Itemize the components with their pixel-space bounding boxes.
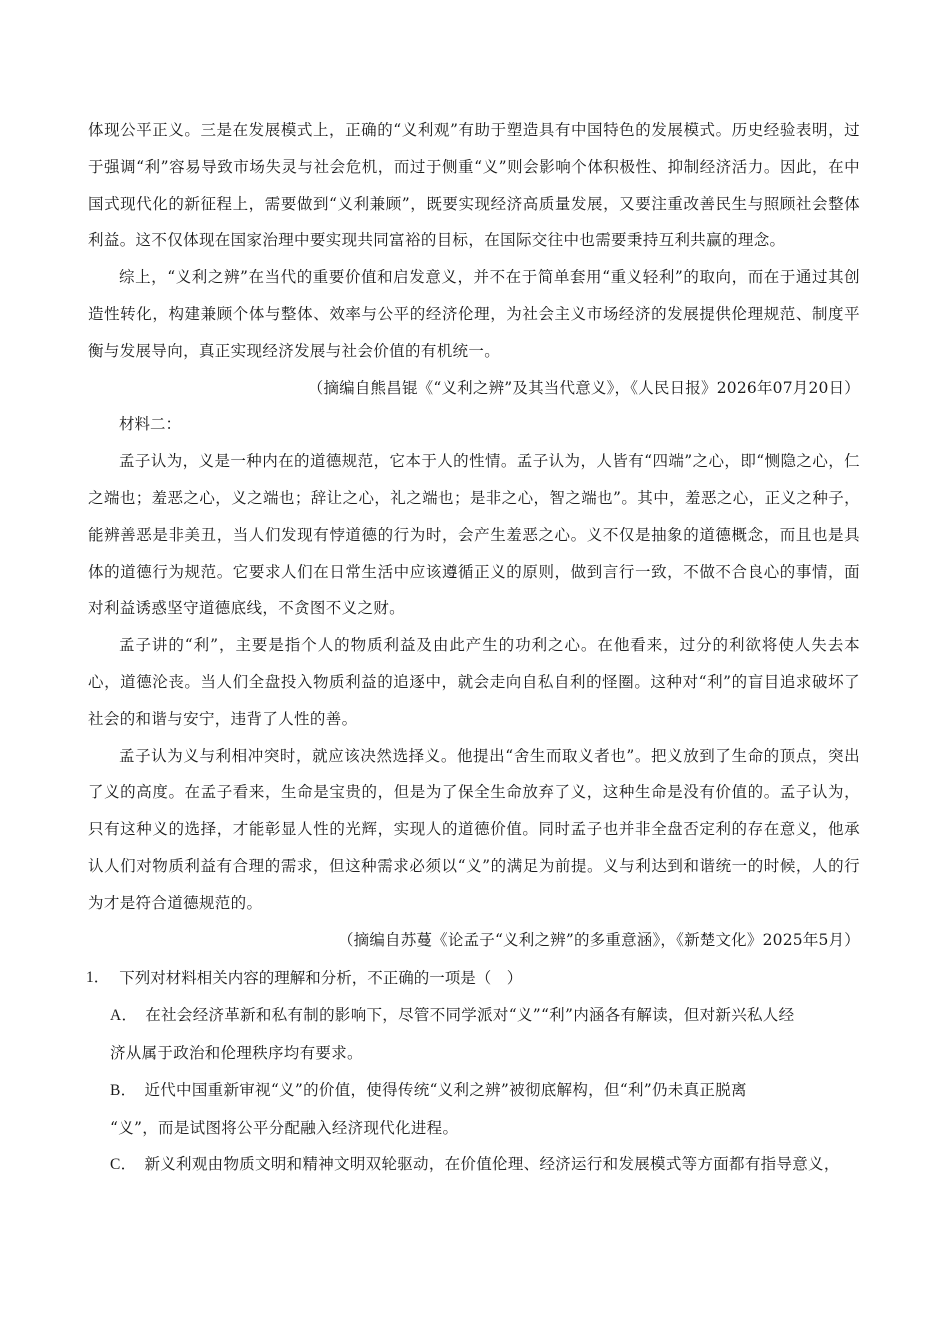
question-1-stem: [88, 960, 860, 997]
option-c[interactable]: [88, 1146, 860, 1184]
question-text: 下列对材料相关内容的理解和分析，不正确的一项是（ ）: [119, 969, 523, 988]
option-a[interactable]: [88, 997, 860, 1072]
option-letter: A．: [110, 1007, 138, 1025]
material1-source-citation: （摘编自熊昌锟《“义利之辨”及其当代意义》，《人民日报》2026年07月20日）: [307, 378, 860, 397]
material1-continued-paragraph: 体现公平正义。三是在发展模式上，正确的“义利观”有助于塑造具有中国特色的发展模式。历史经验表明，过于强调“利”容易导致市场失灵与社会危机，而过于侧重“义”则会影响个体积极性、抑制经济活力。因此，在中国式现代化的新征程上，需要做到“义利兼顾”，既要实现经济高质量发展，又要注重改善民生与照顾社会整体利益。这不仅体现在国家治理中要实现共同富裕的目标，在国际交往中也需要秉持互利共赢的理念。: [88, 121, 860, 250]
material2-source-citation: （摘编自苏蔓《论孟子“义利之辨”的多重意涵》，《新楚文化》2025年5月）: [337, 930, 860, 949]
option-text-continued: 济从属于政治和伦理秩序均有要求。: [110, 1043, 363, 1062]
material2-label: 材料二：: [119, 415, 182, 434]
material2-paragraph-1: 孟子认为，义是一种内在的道德规范，它本于人的性情。孟子认为，人皆有“四端”之心，即“恻隐之心，仁之端也；羞恶之心，义之端也；辞让之心，礼之端也；是非之心，智之端也”。其中，羞恶之心，正义之种子，能辨善恶是非美丑，当人们发现有悖道德的行为时，会产生羞恶之心。义不仅是抽象的道德概念，而且也是具体的道德行为规范。它要求人们在日常生活中应该遵循正义的原则，做到言行一致，不做不合良心的事情，面对利益诱惑坚守道德底线，不贪图不义之财。: [88, 452, 860, 618]
option-text: 在社会经济革新和私有制的影响下，尽管不同学派对“义”“利”内涵各有解读，但对新兴私人经: [145, 1006, 795, 1025]
option-letter: C．: [110, 1156, 137, 1174]
question-number: 1．: [86, 969, 110, 987]
option-b[interactable]: [88, 1072, 860, 1147]
material1-summary-paragraph: 综上，“义利之辨”在当代的重要价值和启发意义，并不在于简单套用“重义轻利”的取向，而在于通过其创造性转化，构建兼顾个体与整体、效率与公平的经济伦理，为社会主义市场经济的发展提供伦理规范、制度平衡与发展导向，真正实现经济发展与社会价值的有机统一。: [88, 268, 860, 360]
material2-paragraph-2: 孟子讲的“利”，主要是指个人的物质利益及由此产生的功利之心。在他看来，过分的利欲将使人失去本心，道德沦丧。当人们全盘投入物质利益的追逐中，就会走向自私自利的怪圈。这种对“利”的盲目追求破坏了社会的和谐与安宁，违背了人性的善。: [88, 636, 860, 728]
option-text: 新义利观由物质文明和精神文明双轮驱动，在价值伦理、经济运行和发展模式等方面都有指导意义，: [144, 1155, 840, 1174]
material2-paragraph-3: 孟子认为义与利相冲突时，就应该决然选择义。他提出“舍生而取义者也”。把义放到了生命的顶点，突出了义的高度。在孟子看来，生命是宝贵的，但是为了保全生命放弃了义，这种生命是没有价值的。孟子认为，只有这种义的选择，才能彰显人性的光辉，实现人的道德价值。同时孟子也并非全盘否定利的存在意义，他承认人们对物质利益有合理的需求，但这种需求必须以“义”的满足为前提。义与利达到和谐统一的时候，人的行为才是符合道德规范的。: [88, 746, 860, 912]
option-text: 近代中国重新审视“义”的价值，使得传统“义利之辨”被彻底解构，但“利”仍未真正脱离: [144, 1080, 747, 1099]
option-text-continued: “义”，而是试图将公平分配融入经济现代化进程。: [110, 1118, 459, 1137]
option-letter: B．: [110, 1081, 137, 1099]
